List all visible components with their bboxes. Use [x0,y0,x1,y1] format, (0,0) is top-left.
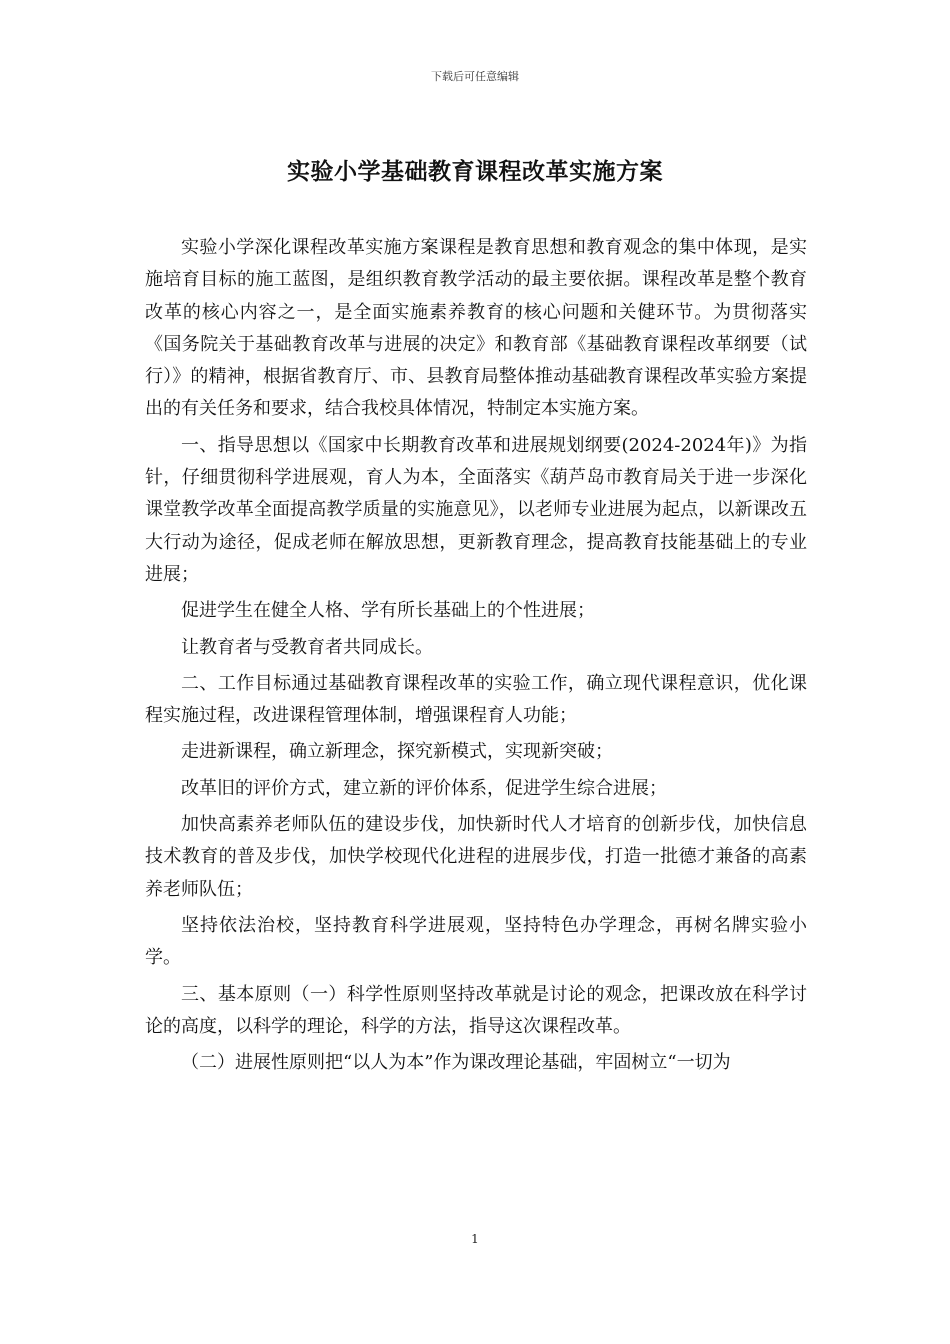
paragraph-new-curriculum: 走进新课程，确立新理念，探究新模式，实现新突破； [181,741,613,763]
document-body [145,232,807,1083]
paragraph-evaluation-reform: 改革旧的评价方式，建立新的评价体系，促进学生综合进展； [181,777,667,799]
paragraph-student-development: 促进学生在健全人格、学有所长基础上的个性进展； [181,600,595,622]
paragraph-basic-principles: 三、基本原则（一）科学性原则坚持改革就是讨论的观念，把课改放在科学讨论的高度，以科学的理论，科学的方法，指导这次课程改革。 [145,983,807,1037]
paragraph-teacher-team: 加快高素养老师队伍的建设步伐，加快新时代人才培育的创新步伐，加快信息技术教育的普及步伐，加快学校现代化进程的进展步伐，打造一批德才兼备的高素养老师队伍； [145,814,807,900]
paragraph-development-principle: （二）进展性原则把“以人为本”作为课改理论基础，牢固树立“一切为 [181,1052,731,1074]
header-note: 下载后可任意编辑 [431,70,519,83]
paragraph-work-goals: 二、工作目标通过基础教育课程改革的实验工作，确立现代课程意识，优化课程实施过程，改进课程管理体制，增强课程育人功能； [145,672,807,727]
page-number: 1 [471,1232,479,1246]
paragraph-intro: 实验小学深化课程改革实施方案课程是教育思想和教育观念的集中体现，是实施培育目标的施工蓝图，是组织教育教学活动的最主要依据。课程改革是整个教育改革的核心内容之一，是全面实施素养教育的核心问题和关健环节。为贯彻落实《国务院关于基础教育改革与进展的决定》和教育部《基础教育课程改革纲要（试行）》的精神，根据省教育厅、市、县教育局整体推动基础教育课程改革实验方案提出的有关任务和要求，结合我校具体情况，特制定本实施方案。 [145,237,807,420]
paragraph-guiding-ideology: 一、指导思想以《国家中长期教育改革和进展规划纲要(2024-2024年)》为指针，仔细贯彻科学进展观，育人为本，全面落实《葫芦岛市教育局关于进一步深化课堂教学改革全面提高教学质量的实施意见》，以老师专业进展为起点，以新课改五大行动为途径，促成老师在解放思想，更新教育理念，提高教育技能基础上的专业进展； [145,434,807,585]
paragraph-rule-of-law: 坚持依法治校，坚持教育科学进展观，坚持特色办学理念，再树名牌实验小学。 [145,914,807,969]
document-title: 实验小学基础教育课程改革实施方案 [287,158,663,185]
paragraph-grow-together: 让教育者与受教育者共同成长。 [181,636,433,658]
